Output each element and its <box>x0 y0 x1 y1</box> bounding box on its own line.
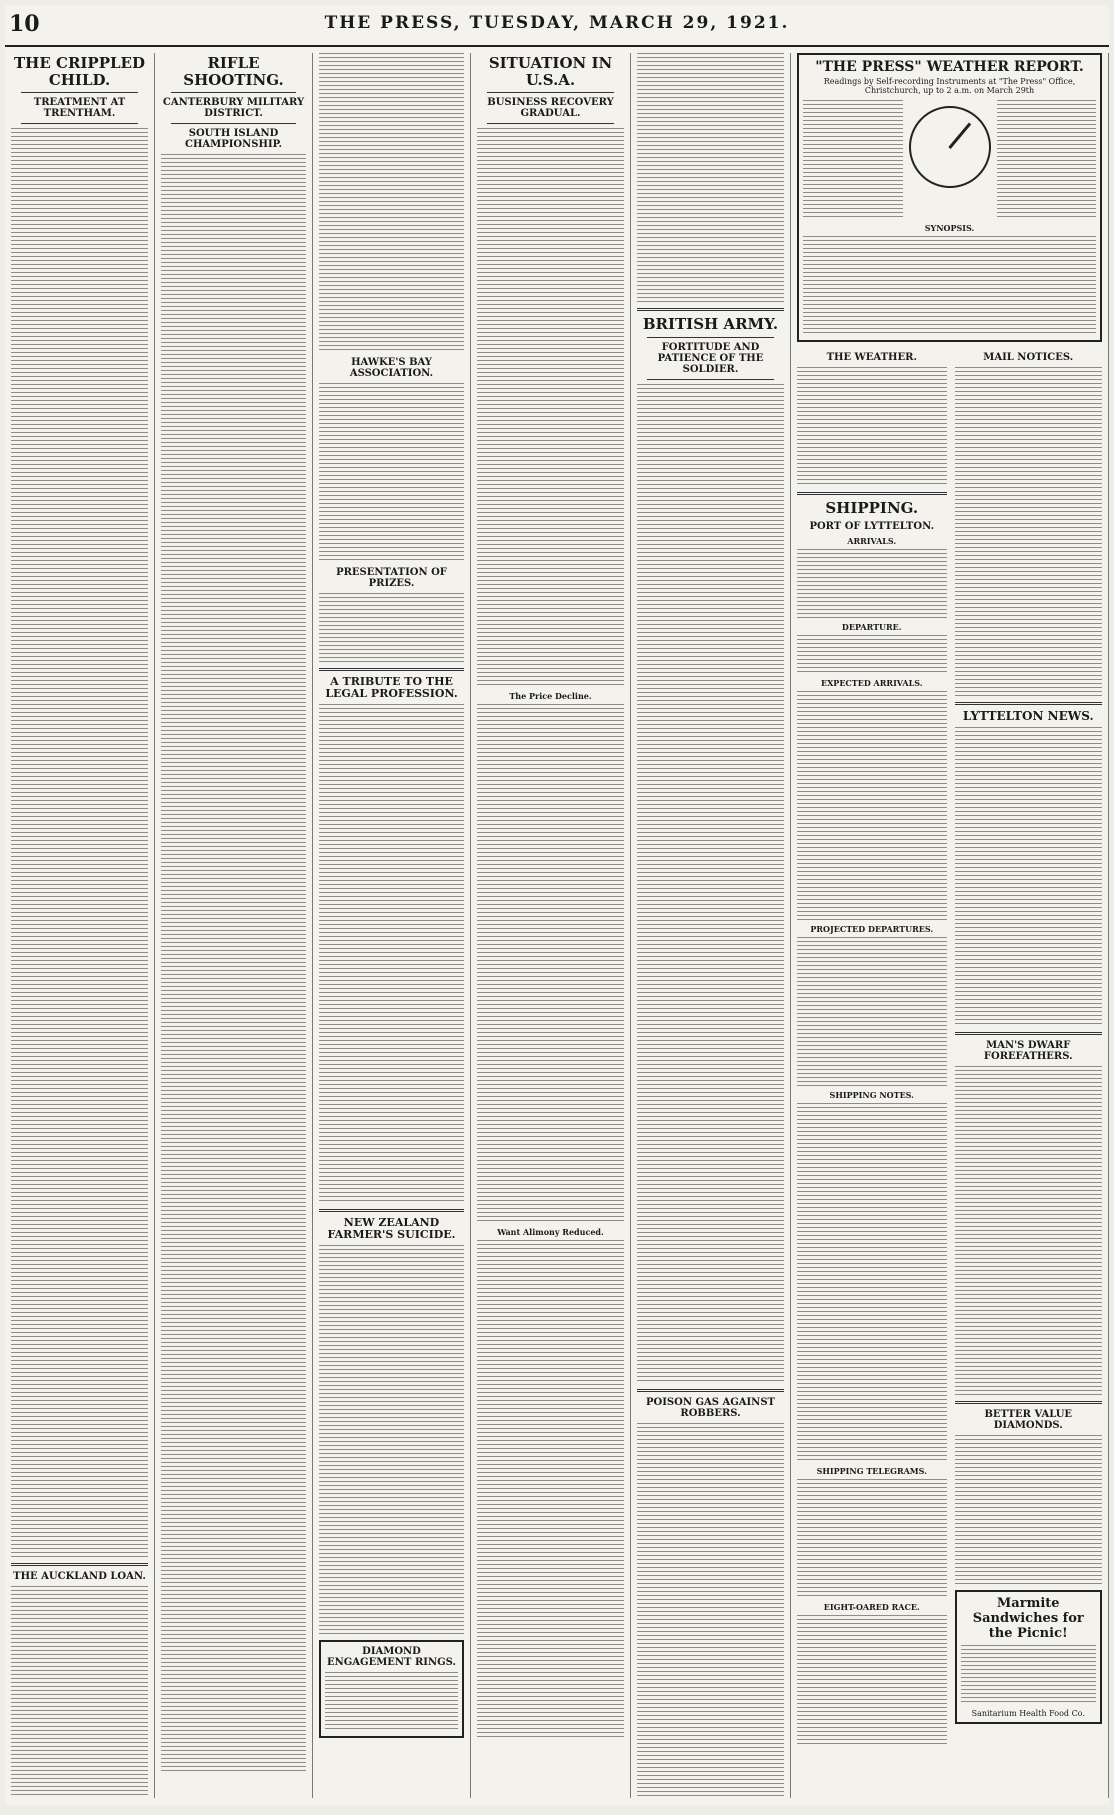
subhead-south-island-championship: SOUTH ISLAND CHAMPIONSHIP. <box>185 128 282 150</box>
subhead-dwarf-forefathers: MAN'S DWARF FOREFATHERS. <box>983 1040 1073 1063</box>
article-body <box>955 1435 1103 1585</box>
headline-shipping: SHIPPING. <box>825 499 919 517</box>
weather-subtitle: Readings by Self-recording Instruments at "The Press" Office, Christchurch, up to 2 a.m. on March 29th <box>823 77 1076 95</box>
masthead <box>5 5 1109 47</box>
article-body <box>11 128 148 1558</box>
weather-table <box>797 367 947 487</box>
article-body <box>477 128 624 688</box>
team-scores <box>319 53 464 353</box>
column-3 <box>313 53 471 1798</box>
article-body <box>477 1240 624 1740</box>
headline-british-army: BRITISH ARMY. <box>642 315 779 333</box>
column-4 <box>471 53 631 1798</box>
label-eight-oared-race: EIGHT-OARED RACE. <box>823 1601 920 1612</box>
article-body <box>477 704 624 1224</box>
synopsis-label: SYNOPSIS. <box>924 223 975 233</box>
column-1 <box>5 53 155 1798</box>
subhead-mail-notices: MAIL NOTICES. <box>983 352 1074 363</box>
column-2 <box>155 53 313 1798</box>
article-body <box>637 384 784 1384</box>
results-list <box>161 154 306 1774</box>
article-body <box>319 1245 464 1635</box>
subhead-fortitude: FORTITUDE AND PATIENCE OF THE SOLDIER. <box>657 341 764 375</box>
marmite-headline: Marmite Sandwiches for the Picnic! <box>972 1596 1084 1642</box>
subhead-the-weather: THE WEATHER. <box>826 352 917 363</box>
column-5 <box>631 53 791 1798</box>
subhead-auckland-loan: THE AUCKLAND LOAN. <box>13 1571 146 1582</box>
subhead-better-diamonds: BETTER VALUE DIAMONDS. <box>984 1409 1073 1432</box>
subhead-canterbury-military: CANTERBURY MILITARY DISTRICT. <box>162 97 305 119</box>
label-projected-departures: PROJECTED DEPARTURES. <box>810 923 934 934</box>
newspaper-page <box>5 5 1109 1805</box>
headline-crippled-child: THE CRIPPLED CHILD. <box>14 54 145 89</box>
article-body <box>319 704 464 1204</box>
mail-notices-body <box>955 367 1103 697</box>
headline-lyttelton-news: LYTTELTON NEWS. <box>962 709 1094 723</box>
subhead-trentham: TREATMENT AT TRENTHAM. <box>33 97 126 119</box>
label-arrivals: ARRIVALS. <box>847 535 897 546</box>
headline-situation-usa: SITUATION IN U.S.A. <box>488 54 613 89</box>
diamond-advert: DIAMOND ENGAGEMENT RINGS. <box>319 1640 464 1738</box>
weather-title: "THE PRESS" WEATHER REPORT. <box>815 59 1084 75</box>
headline-farmers-suicide: NEW ZEALAND FARMER'S SUICIDE. <box>327 1216 456 1242</box>
label-departure: DEPARTURE. <box>841 621 902 632</box>
synopsis-table <box>803 236 1096 336</box>
article-body <box>637 1423 784 1799</box>
marmite-distributor: Sanitarium Health Food Co. <box>971 1709 1085 1719</box>
column-6 <box>791 53 1109 1798</box>
article-body <box>319 383 464 563</box>
page-number: 10 <box>9 11 40 37</box>
masthead-title: THE PRESS, TUESDAY, MARCH 29, 1921. <box>324 13 790 33</box>
label-expected-arrivals: EXPECTED ARRIVALS. <box>821 677 923 688</box>
article-body <box>955 1066 1103 1396</box>
subhead-hawkes-bay: HAWKE'S BAY ASSOCIATION. <box>349 357 434 379</box>
article-body <box>319 593 464 663</box>
subhead-want-alimony: Want Alimony Reduced. <box>497 1227 604 1237</box>
subhead-port-lyttelton: PORT OF LYTTELTON. <box>809 520 935 532</box>
headline-legal-profession: A TRIBUTE TO THE LEGAL PROFESSION. <box>325 675 458 701</box>
subhead-poison-gas: POISON GAS AGAINST ROBBERS. <box>645 1396 775 1419</box>
headline-rifle-shooting: RIFLE SHOOTING. <box>183 54 284 89</box>
marmite-advert <box>955 1590 1103 1724</box>
label-shipping-notes: SHIPPING NOTES. <box>829 1089 914 1100</box>
weather-report-box <box>797 53 1102 342</box>
subhead-presentation-of-prizes: PRESENTATION OF PRIZES. <box>336 567 447 589</box>
subhead-price-decline: The Price Decline. <box>509 691 592 701</box>
subhead-business-recovery: BUSINESS RECOVERY GRADUAL. <box>487 97 614 119</box>
label-shipping-telegrams: SHIPPING TELEGRAMS. <box>816 1465 927 1476</box>
article-body <box>955 727 1103 1027</box>
article-body <box>637 53 784 303</box>
barometer-dial-icon <box>909 106 991 188</box>
article-body <box>11 1586 148 1798</box>
